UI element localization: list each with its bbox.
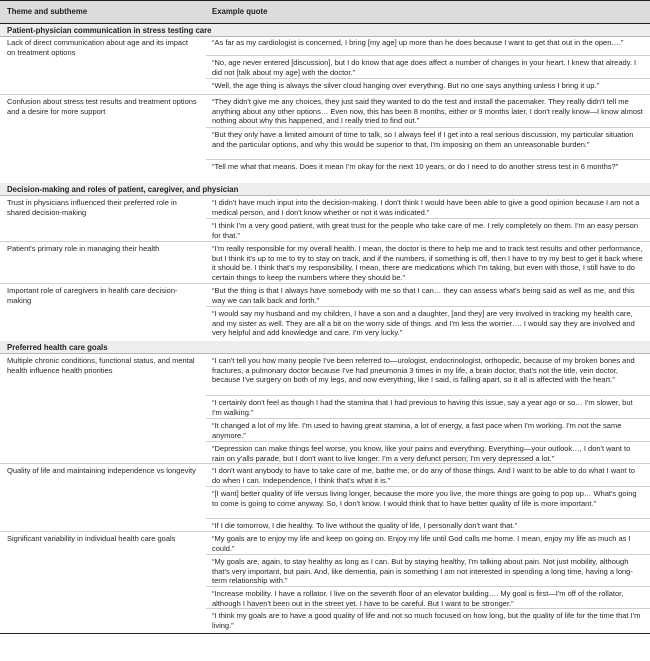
- example-quote: “I certainly don't feel as though I had the stamina that I had previous to having this issue, say a year ago or so… I'm slower, but I'm walking.”: [212, 398, 633, 417]
- example-quote: “I think my goals are to have a good quality of life and not so much focused on how long, but the quality of life for the time that I'm living.”: [212, 611, 641, 630]
- quote-divider: [206, 418, 650, 419]
- subtheme-label: Quality of life and maintaining independence vs longevity: [7, 466, 196, 475]
- quote-divider: [206, 441, 650, 442]
- quote-divider: [206, 218, 650, 219]
- example-quote: “As far as my cardiologist is concerned, I bring [my age] up more than he does because I want to get that out in the open….”: [212, 38, 624, 47]
- subtheme-divider: [206, 463, 650, 464]
- quote-divider: [206, 395, 650, 396]
- subtheme-divider: [0, 463, 206, 464]
- quote-divider: [206, 159, 650, 160]
- subtheme-label: Important role of caregivers in health care decision-making: [7, 286, 178, 305]
- example-quote: “No, age never entered [discussion], but I do know that age does affect a number of changes in your heart. I knew that already. I did not [talk about my age] with the doctor.”: [212, 58, 637, 77]
- example-quote: “My goals are, again, to stay healthy as long as I can. But by staying healthy, I'm talking about pain. Not just mobility, although that's very important, but pain. And, like dementia, pain is something I am not interested in spending a long time, having a long-term relationship with.”: [212, 557, 633, 586]
- section-heading: Decision-making and roles of patient, caregiver, and physician: [0, 183, 650, 196]
- example-quote: “I'm really responsible for my overall health. I mean, the doctor is there to help me and to track test results and other performance, but I think it's up to me to try to stay on track, and if the numbers, if something is off, then I have to try my best to get it back where it should be. I think that's my responsibility. I mean, there are medications which I'm taking, but even with those, I still have to do certain things to keep the numbers where they should be.”: [212, 244, 643, 282]
- section-heading: Patient-physician communication in stress testing care: [0, 24, 650, 37]
- subtheme-divider: [0, 94, 206, 95]
- example-quote: “But the thing is that I always have somebody with me so that I can… they can assess what's being said as well as me, and this way we can talk back and forth.”: [212, 286, 635, 305]
- example-quote: “I don't want anybody to have to take care of me, bathe me, or do any of those things. And I want to be able to do what I want to do when I can. Independence, I think that's what it is.”: [212, 466, 635, 485]
- subtheme-divider: [206, 283, 650, 284]
- example-quote: “Tell me what that means. Does it mean I'm okay for the next 10 years, or do I need to do another stress test in 6 months?”: [212, 162, 619, 171]
- quote-divider: [206, 306, 650, 307]
- quote-divider: [206, 554, 650, 555]
- quote-divider: [206, 586, 650, 587]
- example-quote: “It changed a lot of my life. I'm used to having great stamina, a lot of energy, a fast pace when I'm working. I'm not the same anymore.”: [212, 421, 622, 440]
- example-quote: “They didn't give me any choices, they just said they wanted to do the test and install the pacemaker. They really didn't tell me anything about any other options… Even now, this has been 8 months, either or 9 months later, I don't really know—I know almost nothing about why this happened, and I really tried to find out.”: [212, 97, 643, 126]
- example-quote: “Well, the age thing is always the silver cloud hanging over everything. But no one says anything unless I bring it up.”: [212, 81, 600, 90]
- subtheme-divider: [206, 531, 650, 532]
- quote-divider: [206, 608, 650, 609]
- table-header: [0, 0, 650, 24]
- quote-divider: [206, 55, 650, 56]
- section-heading: Preferred health care goals: [0, 341, 650, 354]
- subtheme-divider: [0, 531, 206, 532]
- quote-divider: [206, 518, 650, 519]
- subtheme-divider: [0, 283, 206, 284]
- example-quote: “I would say my husband and my children, I have a son and a daughter, [and they] are very involved in tracking my health care, and my sister as well. They are all a bit on the worry side of things. and I'm less the worrier…. I would say they are involved and very helpful and add knowledge and care. I'm very lucky.”: [212, 309, 635, 338]
- example-quote: “But they only have a limited amount of time to talk, so I always feel if I get into a real serious discussion, my particular situation and the particular options, and why this would be superior to that, I'm imposing on them an unreasonable burden.”: [212, 130, 634, 149]
- quote-divider: [206, 486, 650, 487]
- subtheme-label: Lack of direct communication about age and its impact on treatment options: [7, 38, 188, 57]
- subtheme-label: Trust in physicians influenced their preferred role in shared decision-making: [7, 198, 177, 217]
- example-quote: “I think I'm a very good patient, with great trust for the people who take care of me. I rely completely on them. I'm an easy person for that.”: [212, 221, 638, 240]
- subtheme-label: Patient's primary role in managing their health: [7, 244, 160, 253]
- quote-divider: [206, 78, 650, 79]
- subtheme-divider: [0, 241, 206, 242]
- example-quote: “If I die tomorrow, I die healthy. To live without the quality of life, I personally don't want that.”: [212, 521, 518, 530]
- subtheme-divider: [206, 241, 650, 242]
- subtheme-divider: [206, 94, 650, 95]
- subtheme-label: Confusion about stress test results and treatment options and a desire for more support: [7, 97, 197, 116]
- example-quote: “Depression can make things feel worse, you know, like your pains and everything. Everything—your outlook…, I don't want to rain on y'alls parade, but I don't want to live longer. I'm a very defunct person; I'm very depressed a lot.”: [212, 444, 631, 463]
- quote-divider: [206, 127, 650, 128]
- example-quote: “I can't tell you how many people I've been referred to—urologist, endocrinologist, orthopedic, because of my broken bones and fractures, a pulmonary doctor because I've had pneumonia 3 times in my life, a brain doctor, that's not the title, vein doctor, because I've surgery on both of my legs, and now everything, like I said, is falling apart, so it all is affected with the heart.”: [212, 356, 635, 385]
- example-quote: “I didn't have much input into the decision-making. I don't think I would have been able to give a good opinion because I am not a medical person, and I don't know whether or not it was indicated.”: [212, 198, 640, 217]
- theme-column-header: Theme and subtheme: [7, 7, 88, 16]
- subtheme-label: Multiple chronic conditions, functional status, and mental health influence health priorities: [7, 356, 195, 375]
- example-quote: “[I want] better quality of life versus living longer, because the more you live, the more things are going to pop up… What's going to come is going to come anyway. So, I don't know. I would think that to have better quality of life is more important.”: [212, 489, 637, 508]
- quote-column-header: Example quote: [212, 7, 268, 16]
- example-quote: “My goals are to enjoy my life and keep on going on. Enjoy my life until God calls me home. I mean, enjoy my life as much as I could.”: [212, 534, 631, 553]
- subtheme-label: Significant variability in individual health care goals: [7, 534, 176, 543]
- example-quote: “Increase mobility. I have a rollator. I live on the seventh floor of an elevator building…. My goal is first—I'm off of the rollator, although I haven't been out in the street yet. I have to be careful. But I want to be stronger.”: [212, 589, 624, 608]
- table-bottom-rule: [0, 633, 650, 634]
